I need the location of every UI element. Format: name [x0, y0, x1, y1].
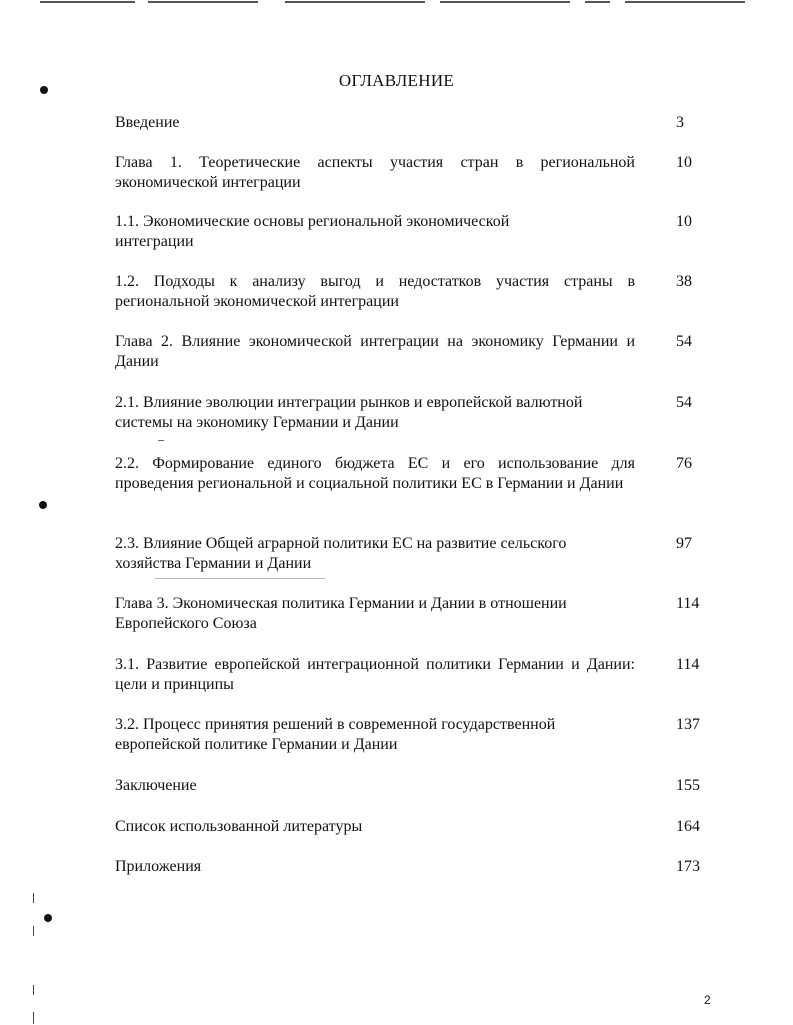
- toc-entry-page: 155: [676, 777, 700, 794]
- scan-artifact-dash: [158, 440, 164, 441]
- toc-entry-title: Глава 2. Влияние экономической интеграции на экономику Германии и Дании: [115, 333, 635, 370]
- toc-entry-page: 97: [676, 535, 692, 552]
- toc-entry-title: 2.3. Влияние Общей аграрной политики ЕС на развитие сельского хозяйства Германии и Дании: [115, 535, 567, 572]
- toc-entry-page: 114: [676, 656, 700, 673]
- scan-artifact-tick: [33, 893, 34, 903]
- scan-artifact-tick: [33, 985, 34, 995]
- toc-entry-page: 38: [676, 273, 692, 290]
- scan-artifact-dash: [155, 578, 325, 579]
- toc-entry-title: 3.2. Процесс принятия решений в современной государственной европейской политике Германии и Дании: [115, 716, 556, 753]
- toc-entry-title: Введение: [115, 114, 180, 131]
- toc-entry-page: 10: [676, 213, 692, 230]
- toc-entry-page: 137: [676, 716, 700, 733]
- toc-entry-title: Приложения: [115, 858, 202, 875]
- toc-entry-page: 54: [676, 394, 692, 411]
- binder-hole-mark: [44, 914, 52, 922]
- toc-entry-title: 1.2. Подходы к анализу выгод и недостатков участия страны в региональной экономической интеграции: [115, 273, 635, 310]
- binder-hole-mark: [39, 501, 47, 509]
- binder-hole-mark: [40, 86, 48, 94]
- page-number: 2: [704, 993, 711, 1007]
- toc-entry-page: 3: [676, 114, 684, 131]
- toc-entry-title: 2.1. Влияние эволюции интеграции рынков и европейской валютной системы на экономику Германии и Дании: [115, 394, 583, 431]
- toc-entry-title: 1.1. Экономические основы региональной экономической интеграции: [115, 213, 510, 250]
- toc-entry-title: Глава 1. Теоретические аспекты участия стран в региональной экономической интеграции: [115, 154, 635, 191]
- scan-artifact-top-border: [0, 0, 793, 6]
- toc-entry-page: 173: [676, 858, 700, 875]
- toc-entry-title: Заключение: [115, 777, 197, 794]
- toc-entry-title: 2.2. Формирование единого бюджета ЕС и его использование для проведения региональной и социальной политики ЕС в Германии и Дании: [115, 455, 635, 492]
- scan-artifact-tick: [33, 1012, 34, 1024]
- toc-entry-page: 10: [676, 154, 692, 171]
- toc-entry-page: 54: [676, 333, 692, 350]
- toc-entry-title: Глава 3. Экономическая политика Германии и Дании в отношении Европейского Союза: [115, 595, 567, 632]
- page-title: ОГЛАВЛЕНИЕ: [338, 71, 455, 90]
- toc-entry-page: 114: [676, 595, 700, 612]
- toc-entry-page: 164: [676, 818, 700, 835]
- toc-entry-title: Список использованной литературы: [115, 818, 363, 835]
- scan-artifact-tick: [33, 926, 34, 936]
- toc-entry-title: 3.1. Развитие европейской интеграционной политики Германии и Дании: цели и принципы: [115, 656, 635, 693]
- toc-entry-page: 76: [676, 455, 692, 472]
